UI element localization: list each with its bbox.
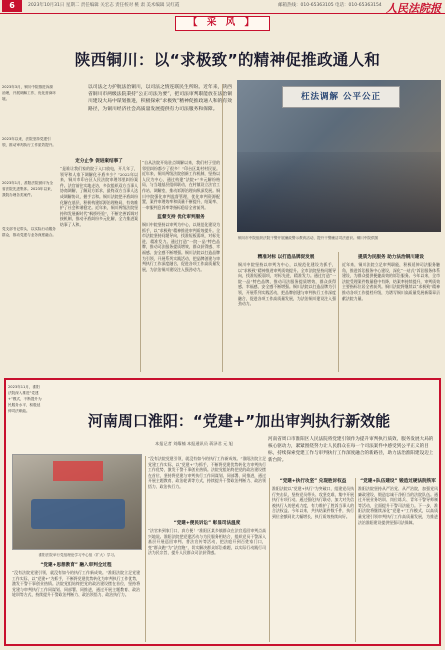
- article2-body-col4: 淮阳法院坚持从严治党、从严治院，加强党风廉政建设，锻造忠诚干净担当的法院队伍。通过开展业务培训、岗位练兵、青年干警导师制等活动，全面提升干警司法能力。下一步，淮阳法院将继续深化“党建+”工作模式，以高质量党建引领审判执行工作高质量发展，为推进法治淮阳建设提供坚强司法保障。: [358, 486, 438, 525]
- margin-note: 2023年以来，法院坚持党建引领，推动审判执行工作质效提升。: [2, 137, 56, 147]
- article1-body-col2b: 铜川中院坚持以审判为中心，以规范化建设为抓手，以“求极致”精神推进审判质效提升。全市法院坚持问题导向，找准短板弱项，对标先进，精准发力。通过打造“一院一品”特色品牌，推动司法服务提质增效，群众获得感、幸福感、安全感不断增强。铜川法院以打造品牌为引领，开展系列实践活动，把品牌创建与审判执行工作深度融合，促进各项工作高质量发展，为法治铜川建设注入强劲动力。: [142, 222, 220, 272]
- margin-note: 党支部书记带头，以实际行动服务群众，推动党建与业务深度融合。: [2, 227, 56, 237]
- date-editor-line: 2023年10月31日 星期二 责任编辑 关宏志 责任校对 桃 肃 美术编辑 吴红霞: [28, 3, 180, 8]
- margin-note: 2023年1月，淮阳法院被评为全省法院先进集体。2023年以来，我院办理各类案件。: [2, 181, 55, 197]
- column-divider: [355, 478, 356, 642]
- column-name-tag: 【 采 风 】: [175, 16, 270, 31]
- article2-subhead: “党建+思想教育” 融入审判全过程: [40, 563, 112, 568]
- page-number: 6: [2, 0, 22, 12]
- article2-subhead: “党建+便民诉讼” 彰显司法温度: [173, 521, 241, 526]
- photo-screen: [53, 461, 103, 481]
- article1-body-col2a: “自从法院开始驻点调解以来，我们村子里的邻里纠纷都少了很多！”印台区某村村民说。近年来，铜川两级法院创新工作机制，坚持以人民为中心，通过构建“法院+”多元解纷格局，与当地基层组织联动，在村镇设立法官工作站、调解室，推动诉源治理向纵深发展。铜川中院强化审判监督管理，优化审判资源配置，案件审理效率和质量不断提升，结案率、一审服判息诉率等指标稳居全省前列。: [142, 160, 220, 210]
- article1-subhead: 精准对标 以打造品牌促发展: [257, 255, 315, 260]
- article2-photo-caption: 淮阳法院举行党组理论学习中心组（扩大）学习。: [38, 553, 118, 557]
- margin-note: 2023年3月，铜川中院推进诉源治理，开展调解工作，优化营商环境。: [2, 85, 56, 101]
- article1-body-col3: 铜川中院坚持以审判为中心，以规范化建设为抓手，以“求极致”精神推进审判质效提升。全市法院坚持问题导向，找准短板弱项，对标先进，精准发力。通过打造“一院一品”特色品牌，推动司法服务提质增效，群众获得感、幸福感、安全感不断增强。铜川法院以打造品牌为引领，开展系列实践活动，把品牌创建与审判执行工作深度融合，促进各项工作高质量发展，为法治铜川建设注入强劲动力。: [238, 262, 336, 307]
- column-divider: [140, 160, 141, 372]
- photo-banner-text: 枉法调解 公平公正: [282, 86, 400, 108]
- article2-photo: [12, 454, 142, 550]
- contact-line: 邮箱热线：010-65363105 电话：010-65363154: [278, 3, 382, 8]
- article1-photo: [237, 80, 441, 232]
- article2-lead: 河南省周口市淮阳区人民法院将党建引领作为提升审判执行质效、服务发展大局的核心驱动力，紧紧围绕努力让人民群众在每一个司法案件中感受到公平正义的目标，持续探索党建工作与审判执行工作深度融合的新路径，助力法治淮阳建设迈上新台阶。: [268, 437, 434, 463]
- article2-subhead: “党建+队伍建设” 锻造过硬法院铁军: [360, 479, 436, 484]
- article1-photo-caption: 铜川市中院组织法院干警开展廉政警示教育活动，提升干警廉洁司法意识。铜川中院供图: [238, 236, 379, 240]
- article2-headline: 河南周口淮阳：“党建+”加出审判执行新效能: [87, 412, 391, 430]
- article1-headline: 陕西铜川：以“求极致”的精神促推政通人和: [74, 51, 381, 69]
- article2-subhead: “党建+执行攻坚” 兑现胜诉权益: [279, 479, 347, 484]
- article2-body-col2b: “法官来到家门口，真方便！”淮阳区某乡镇群众在法官巡回审判点高兴地说。淮阳法院把党建活动与为民服务相结合，组织党员干警深入基层开展巡回审判、普法宣传等活动，把法庭开到百姓家门口，变“群众跑”为“法官跑”，切实解决群众诉讼难题，以实际行动践行司法为民宗旨，提升人民群众司法获得感。: [148, 528, 266, 556]
- article1-subhead: 提质为民服务 助力法治铜川建设: [358, 255, 424, 260]
- photo-meeting-table: [31, 499, 125, 529]
- article1-body-col1: “是谁让我们家的院子入口放电，开几年了，领导和人家下调解化矛盾多少？”2022年以来，铜川市印台区人民法院审理邻里纠纷案件。法官前往实地走访，多次组织双方当事人协商调解，了解双方诉求，最终双方当事人达成调解协议，握手言和。铜川法院把矛盾纠纷化解在基层，积极构建诉源治理格局，有效维护了社会和谐稳定。近年来，铜川两级法院坚持和发展新时代“枫桥经验”，不断完善诉调对接机制，推动矛盾纠纷多元化解，全力推进案结事了人和。: [60, 166, 138, 227]
- article1-subhead: 定分止争 促进案结事了: [75, 159, 123, 164]
- margin-note: 2023年11月，淮阳法院深入推进“党建+”模式，不断提升为民服务水平，积极延伸司法职能。: [8, 385, 42, 413]
- article1-lead: 以司法之力护航法治铜川，以司法之情连联民生所盼。近年来，陕西省铜川市两级法院秉持“公正司法为要”，把司法审判职能放在法治铜川建设大局中谋划推进，积极探索“求极致”精神促推政通人和的有效路径，为铜川经济社会高质量发展提供有力司法服务和保障。: [88, 85, 233, 112]
- article2-byline: 本报记者 刘耀楠 本报通讯员 蒋泽君 元 旭: [155, 441, 233, 446]
- column-divider: [145, 456, 146, 642]
- photo-people-shade: [237, 152, 441, 232]
- column-divider: [222, 84, 223, 372]
- article2-body-col1: “没有法院党建引领，就没有如今的执行工作新成效。”淮阳法院立足党建工作实际，以“党建+”为抓手，不断将党建优势转化为审判执行工作优势，激发干警干事创业热情。法院党组始终把党的政治建设摆在首位，坚持将党建与审判执行工作同谋划、同部署、同推进，通过开展主题教育、政治轮训等方式，持续提升干警政治判断力、政治领悟力、政治执行力。: [12, 570, 140, 598]
- article1-body-col4: 近年来，铜川法院立足审判职能，积极延伸司法服务触角，推进诉讼服务中心建设，深化“一站式”诉讼服务体系建设，为群众提供便捷高效的诉讼服务。今年以来，全市法院受理案件数量稳中有降，结案率持续提升，审判质效主要指标位居全省前列。铜川法院将继续以“求极致”精神推动各项工作提档升级，为谱写铜川高质量发展新篇章贡献法院力量。: [342, 262, 440, 301]
- article2-body-col3: 淮阳法院以“党建+执行”为突破口，组建党员执行突击队，坚持党员带头、攻坚克难，集中开展执行专项行动。通过强化执行联动，加大对失信被执行人的惩戒力度，有力维护了胜诉当事人的合法权益。今年以来，共执结案件数千件，执行到位金额同比大幅增长，执行质效持续向好。: [272, 486, 354, 519]
- article1-subhead: 监督支持 优化审判服务: [157, 215, 205, 220]
- page-header-bar: [0, 0, 445, 14]
- column-divider: [269, 478, 270, 642]
- newspaper-logo: 人民法院报: [386, 2, 441, 15]
- column-divider: [338, 252, 339, 372]
- article2-body-col2a: “没有法院党建引领，就没有如今的执行工作新成效。”淮阳法院立足党建工作实际，以“党建+”为抓手，不断将党建优势转化为审判执行工作优势，激发干警干事创业热情。法院党组始终把党的政治建设摆在首位，坚持将党建与审判执行工作同谋划、同部署、同推进，通过开展主题教育、政治轮训等方式，持续提升干警政治判断力、政治领悟力、政治执行力。: [148, 456, 266, 489]
